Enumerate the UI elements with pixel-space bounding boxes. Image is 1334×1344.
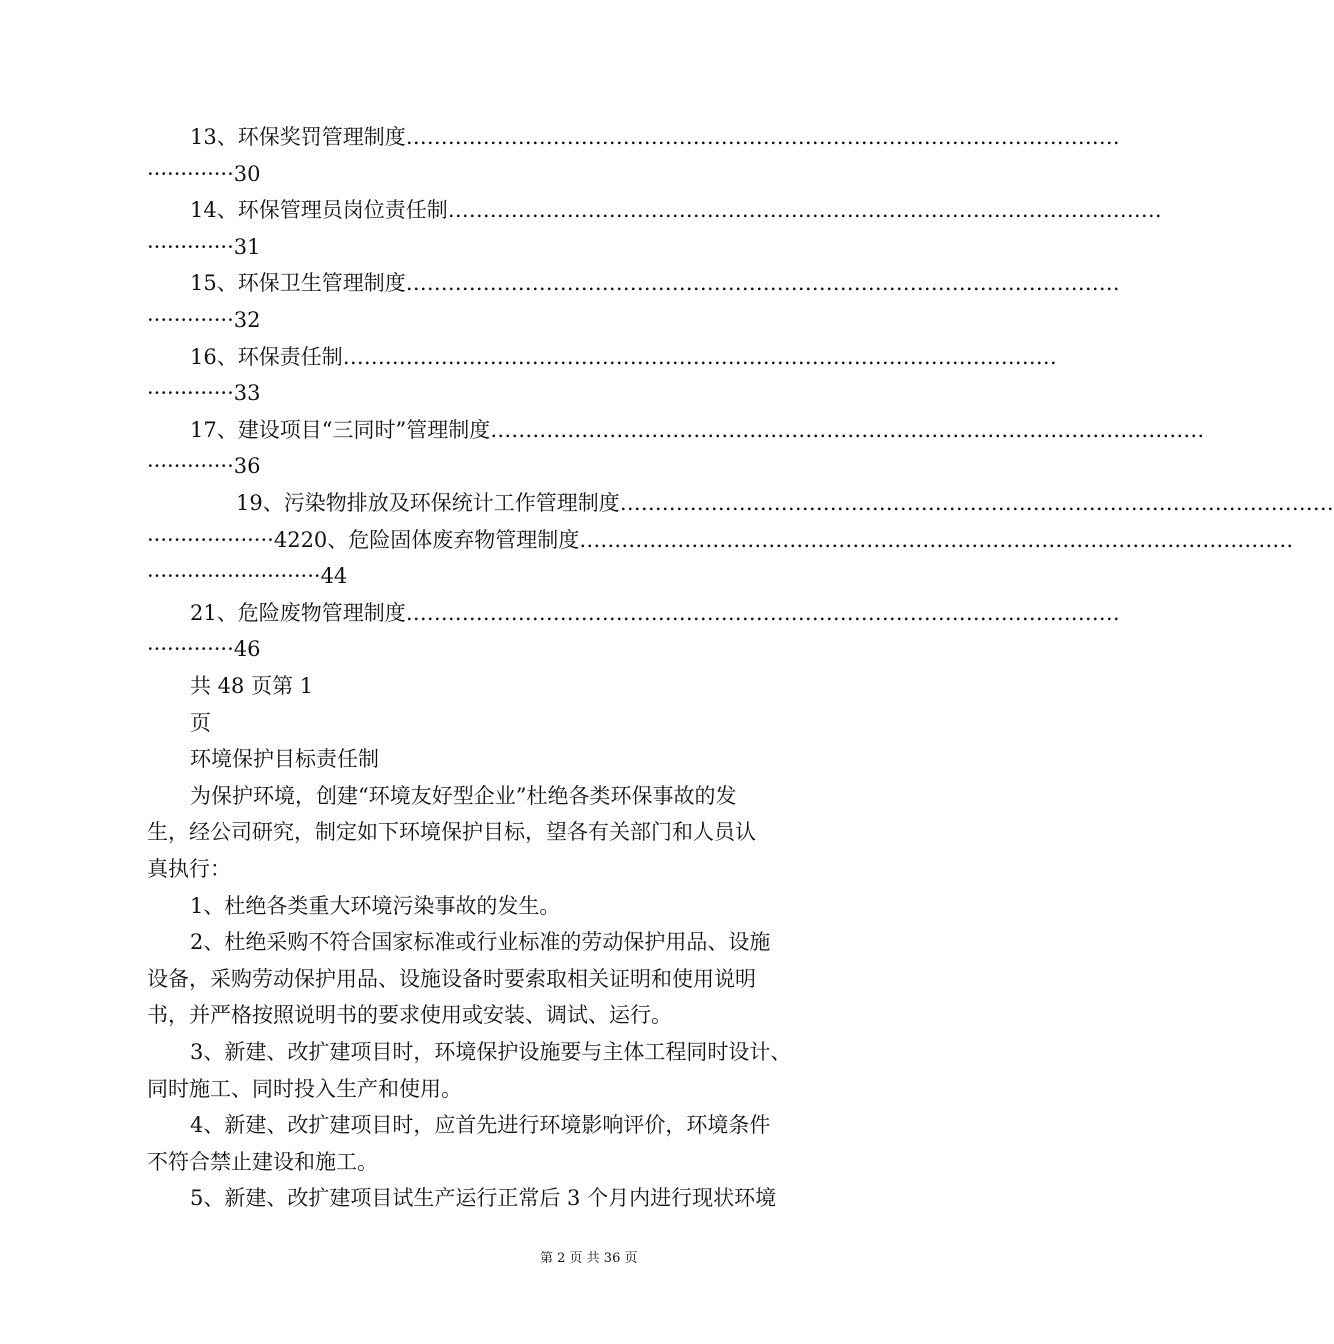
page-note [190, 672, 807, 700]
toc-entry [190, 416, 1205, 444]
paragraph-line [147, 855, 807, 883]
paragraph-text: 生，经公司研究，制定如下环境保护目标，望各有关部门和人员认 [147, 820, 756, 845]
toc-leader: ············· [147, 454, 234, 479]
toc-label[interactable]: 13、环保奖罚管理制度 [190, 125, 406, 149]
paragraph-line [190, 1038, 807, 1066]
paragraph-text: 1、杜绝各类重大环境污染事故的发生。 [190, 893, 561, 918]
paragraph-text: 4、新建、改扩建项目时，应首先进行环境影响评价，环境条件 [190, 1113, 771, 1138]
paragraph-line [190, 1184, 807, 1212]
page-note-text: 共 48 页第 1 [190, 674, 314, 698]
toc-leader: ············· [147, 234, 234, 259]
paragraph-text: 设备，采购劳动保护用品、设施设备时要索取相关证明和使用说明 [147, 966, 756, 991]
toc-leader: ………………………………………………………………………………………… [405, 600, 1120, 625]
toc-entry-page [147, 562, 807, 590]
page-note [190, 709, 807, 737]
paragraph-line [147, 965, 807, 993]
toc-entry-page [147, 306, 807, 334]
toc-entry-page [147, 379, 807, 407]
page-footer: 第 2 页 共 36 页 [540, 1251, 638, 1266]
toc-leader: ………………………………………………………………………………………… [579, 527, 1294, 552]
toc-entry [190, 599, 1120, 627]
toc-entry [190, 269, 1120, 297]
paragraph-line [147, 818, 807, 846]
paragraph-text: 为保护环境，创建“环境友好型企业”杜绝各类环保事故的发 [190, 783, 737, 808]
toc-page-number: 30 [233, 161, 261, 186]
toc-label[interactable]: 21、危险废物管理制度 [190, 600, 406, 625]
section-title [190, 745, 807, 773]
toc-entry [190, 343, 1057, 371]
toc-leader: ………………………………………………………………………………………… [619, 491, 1334, 515]
toc-leader: ············· [147, 381, 234, 406]
paragraph-text: 不符合禁止建设和施工。 [147, 1149, 378, 1174]
toc-leader: ············· [147, 308, 234, 332]
toc-entry-page [147, 233, 807, 261]
toc-leader: ………………………………………………………………………………………… [447, 198, 1162, 223]
toc-page-number: 31 [233, 234, 261, 259]
toc-label[interactable]: 4220、危险固体废弃物管理制度 [273, 527, 580, 552]
toc-leader: ………………………………………………………………………………………… [405, 125, 1120, 149]
paragraph-text: 真执行： [147, 857, 231, 881]
toc-page-number: 44 [320, 564, 348, 589]
toc-leader: ············· [147, 637, 234, 662]
section-title-text: 环境保护目标责任制 [190, 747, 379, 772]
toc-page-number: 46 [233, 637, 261, 662]
paragraph-line [190, 928, 807, 956]
toc-page-number: 36 [233, 454, 261, 479]
paragraph-text: 书，并严格按照说明书的要求使用或安装、调试、运行。 [147, 1003, 672, 1028]
paragraph-line [147, 1148, 807, 1176]
paragraph-line [147, 1001, 807, 1029]
toc-entry-page [147, 635, 807, 663]
toc-label[interactable]: 15、环保卫生管理制度 [190, 271, 406, 296]
toc-leader: ………………………………………………………………………………………… [342, 344, 1057, 369]
paragraph-text: 2、杜绝采购不符合国家标准或行业标准的劳动保护用品、设施 [190, 930, 771, 955]
paragraph-text: 同时施工、同时投入生产和使用。 [147, 1076, 462, 1101]
toc-entry [190, 196, 1162, 224]
toc-page-number: 32 [233, 308, 261, 332]
paragraph-line [147, 1075, 807, 1103]
toc-entry-page [147, 452, 807, 480]
toc-label[interactable]: 16、环保责任制 [190, 344, 343, 369]
toc-entry [236, 489, 1334, 517]
toc-leader: ············· [147, 161, 234, 186]
toc-entry [190, 123, 1120, 151]
paragraph-line [190, 782, 807, 810]
paragraph-text: 3、新建、改扩建项目时，环境保护设施要与主体工程同时设计、 [190, 1040, 792, 1064]
paragraph-line [190, 892, 807, 920]
toc-entry-page [147, 160, 807, 188]
toc-leader: ………………………………………………………………………………………… [405, 271, 1120, 296]
toc-entry [147, 526, 1294, 554]
toc-label[interactable]: 14、环保管理员岗位责任制 [190, 198, 448, 223]
toc-leader: ·························· [147, 564, 321, 589]
toc-label[interactable]: 17、建设项目“三同时”管理制度 [190, 417, 491, 442]
toc-leader: ··················· [147, 527, 274, 552]
toc-page-number: 33 [233, 381, 261, 406]
paragraph-line [190, 1111, 807, 1139]
paragraph-text: 5、新建、改扩建项目试生产运行正常后 3 个月内进行现状环境 [190, 1186, 777, 1211]
toc-label[interactable]: 19、污染物排放及环保统计工作管理制度 [236, 491, 620, 515]
page-note-text: 页 [190, 710, 211, 735]
toc-leader: ………………………………………………………………………………………… [490, 417, 1205, 442]
